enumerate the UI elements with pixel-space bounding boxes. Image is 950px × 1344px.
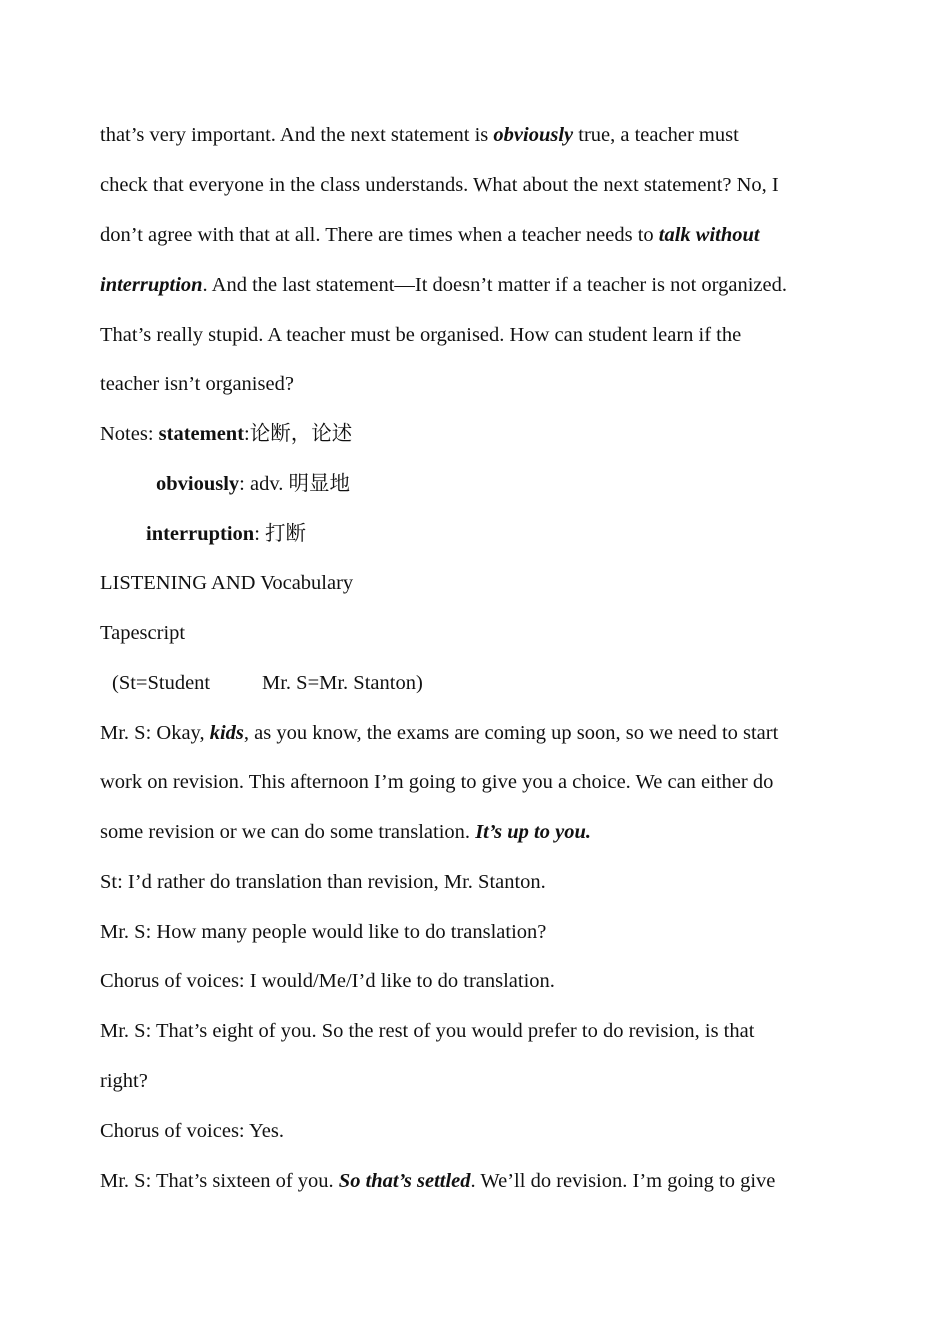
text-run: , as you know, the exams are coming up soon, so we need to start: [243, 722, 779, 744]
text-run: that’s very important. And the next statement is: [100, 124, 494, 146]
emphasis-so-thats-settled: So that’s settled: [338, 1170, 471, 1192]
text-run: Mr. S: Okay,: [100, 722, 210, 744]
text-run: Mr. S: That’s sixteen of you.: [100, 1170, 339, 1192]
note-term: interruption: [146, 523, 255, 545]
note-definition: : adv. 明显地: [239, 473, 351, 495]
note-definition: : 打断: [254, 523, 307, 545]
dialogue-line-4: St: I’d rather do translation than revision, Mr. Stanton.: [100, 871, 546, 893]
paragraph-line-2: check that everyone in the class understands. What about the next statement? No, I: [100, 174, 779, 196]
note-definition: :论断，论述: [244, 423, 353, 445]
paragraph-line-5: That’s really stupid. A teacher must be organised. How can student learn if the: [100, 324, 742, 346]
emphasis-obviously: obviously: [493, 124, 574, 146]
note-term: statement: [158, 423, 245, 445]
text-run: true, a teacher must: [573, 124, 739, 146]
section-heading: LISTENING AND Vocabulary: [100, 572, 354, 594]
emphasis-talk-without: talk without: [658, 224, 760, 246]
paragraph-line-1: [100, 120, 739, 150]
dialogue-line-10: [100, 1166, 775, 1196]
dialogue-line-3: [100, 817, 591, 847]
dialogue-line-6: Chorus of voices: I would/Me/I’d like to do translation.: [100, 970, 555, 992]
dialogue-line-2: work on revision. This afternoon I’m going to give you a choice. We can either do: [100, 771, 774, 793]
note-term: obviously: [156, 473, 240, 495]
text-run: . And the last statement—It doesn’t matter if a teacher is not organized.: [202, 274, 788, 296]
text-run: . We’ll do revision. I’m going to give: [470, 1170, 776, 1192]
text-run: don’t agree with that at all. There are times when a teacher needs to: [100, 224, 659, 246]
text-run: some revision or we can do some translation.: [100, 821, 476, 843]
notes-line-2: [156, 469, 350, 499]
paragraph-line-6: teacher isn’t organised?: [100, 373, 294, 395]
dialogue-line-1: [100, 718, 778, 748]
emphasis-kids: kids: [209, 722, 244, 744]
tapescript-label: Tapescript: [100, 622, 186, 644]
emphasis-interruption: interruption: [100, 274, 203, 296]
speaker-key-teacher: Mr. S=Mr. Stanton): [262, 672, 423, 694]
notes-line-1: [100, 419, 352, 449]
paragraph-line-3: [100, 220, 760, 250]
dialogue-line-5: Mr. S: How many people would like to do translation?: [100, 921, 547, 943]
dialogue-line-7: Mr. S: That’s eight of you. So the rest of you would prefer to do revision, is that: [100, 1020, 755, 1042]
speaker-key: [112, 668, 423, 698]
notes-label: Notes:: [100, 423, 159, 445]
emphasis-its-up-to-you: It’s up to you.: [475, 821, 591, 843]
dialogue-line-9: Chorus of voices: Yes.: [100, 1120, 284, 1142]
notes-line-3: [146, 519, 306, 549]
speaker-key-student: (St=Student: [112, 672, 211, 694]
dialogue-line-8: right?: [100, 1070, 148, 1092]
paragraph-line-4: [100, 270, 787, 300]
